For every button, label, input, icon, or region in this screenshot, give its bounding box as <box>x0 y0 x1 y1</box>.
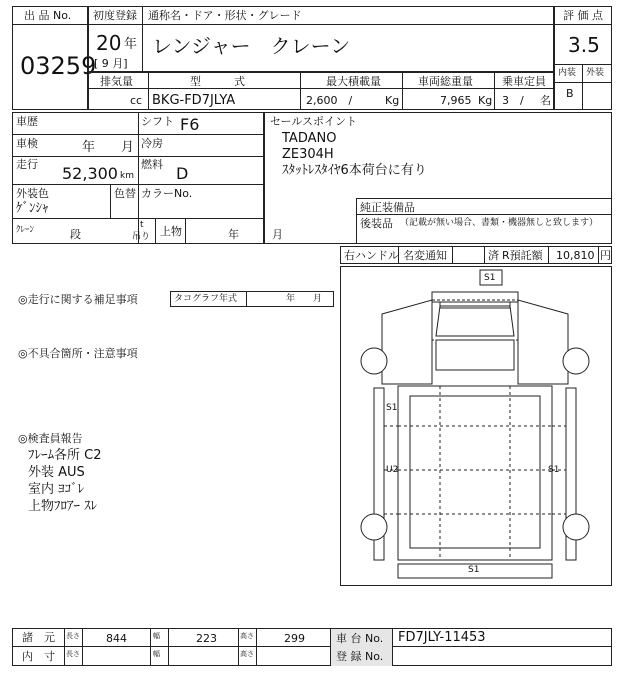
chassis-value: FD7JLY-11453 <box>398 630 486 645</box>
recycle-done: 済 <box>488 249 499 262</box>
width-label: 幅 <box>153 632 160 640</box>
color-no-label: カラーNo. <box>141 187 193 200</box>
lot-number: 03259 <box>20 52 97 80</box>
report-line-4: 上物ﾌﾛｱｰ ｽﾚ <box>28 499 98 514</box>
gross-weight-label: 車両総重量 <box>418 75 473 88</box>
inspector-report-heading: ◎検査員報告 <box>18 432 83 445</box>
color-value: ｹﾞﾝｼｬ <box>16 201 49 216</box>
tachograph-value: 年 月 <box>286 294 323 304</box>
model-label: 通称名・ドア・形状・グレード <box>148 9 302 22</box>
interior-grade: B <box>566 87 574 100</box>
history-label: 車歴 <box>16 115 38 128</box>
mileage-value: 52,300 <box>62 164 118 183</box>
recycle-label: R預託額 <box>502 249 543 262</box>
max-load-label: 最大積載量 <box>326 75 381 88</box>
interior-dims-label: 内 寸 <box>22 650 55 663</box>
fuel-value: D <box>176 164 189 183</box>
color-label: 外装色 <box>16 187 49 200</box>
inspection-value: 年 月 <box>82 140 135 155</box>
recycle-unit: 円 <box>600 249 611 262</box>
crane-lift-unit: 吊り <box>132 232 151 242</box>
displacement-label: 排気量 <box>100 75 133 88</box>
chassis-label: 車 台 No. <box>336 632 384 645</box>
capacity-value: 3 / <box>502 94 524 107</box>
length-value: 844 <box>106 632 127 645</box>
rating-label: 評 価 点 <box>563 9 603 22</box>
sales-point-line-1: TADANO <box>282 131 337 146</box>
height-value: 299 <box>284 632 305 645</box>
crane-stage-unit: 段 <box>70 228 81 241</box>
length-label: 長さ <box>66 632 80 640</box>
report-line-3: 室内 ﾖｺﾞﾚ <box>28 482 85 497</box>
interior-width-label: 幅 <box>153 650 160 658</box>
gross-weight-value: 7,965 <box>440 94 472 107</box>
sales-point-line-2: ZE304H <box>282 147 334 162</box>
ac-label: 冷房 <box>141 137 163 150</box>
exterior-label: 外装 <box>586 68 605 78</box>
first-reg-year: 20 <box>96 31 122 55</box>
sales-point-line-3: ｽﾀｯﾄﾚｽﾀｲﾔ6本荷台に有り <box>282 163 427 178</box>
recycle-value: 10,810 <box>556 249 595 262</box>
fuel-label: 燃料 <box>141 158 163 171</box>
registration-label: 登 録 No. <box>336 650 384 663</box>
inspection-label: 車検 <box>16 137 38 150</box>
interior-length-label: 長さ <box>66 650 80 658</box>
driving-notes-heading: ◎走行に関する補足事項 <box>18 293 138 306</box>
rhd-label: 右ハンドル <box>344 249 399 262</box>
upper-value: 年 月 <box>228 228 283 241</box>
capacity-label: 乗車定員 <box>502 75 546 88</box>
first-reg-label: 初度登録 <box>93 9 137 22</box>
first-reg-month: [ 9 月] <box>94 57 128 70</box>
mark-roof-s1: S1 <box>484 273 496 283</box>
rating-value: 3.5 <box>568 33 600 57</box>
type-value: BKG-FD7JLYA <box>152 93 236 108</box>
interior-height-label: 高さ <box>240 650 254 658</box>
color-change-label: 色替 <box>114 187 136 200</box>
dimensions-label: 諸 元 <box>22 631 55 644</box>
defects-heading: ◎不具合箇所・注意事項 <box>18 347 138 360</box>
crane-t-unit: t <box>140 220 144 230</box>
upper-label: 上物 <box>160 225 182 238</box>
height-label: 高さ <box>240 632 254 640</box>
genuine-equipment-label: 純正装備品 <box>360 201 415 214</box>
interior-label: 内装 <box>558 68 577 78</box>
type-label: 型 式 <box>190 75 245 88</box>
crane-label: ｸﾚｰﾝ <box>16 225 35 235</box>
mileage-unit: km <box>120 171 134 181</box>
max-load-value: 2,600 / <box>306 94 353 107</box>
gross-weight-unit: Kg <box>478 94 493 107</box>
shift-value: F6 <box>180 115 200 134</box>
mark-right-rear-s1: S1 <box>548 465 560 475</box>
aftermarket-label: 後装品 <box>360 217 393 230</box>
lot-label: 出 品 No. <box>24 9 72 22</box>
mark-tailgate-s1: S1 <box>468 565 480 575</box>
tachograph-label: タコグラフ年式 <box>174 294 238 304</box>
mark-left-rear-u2: U2 <box>386 465 399 475</box>
displacement-unit: cc <box>130 94 143 107</box>
width-value: 223 <box>196 632 217 645</box>
mark-left-front-s1: S1 <box>386 403 398 413</box>
sales-point-label: セールスポイント <box>270 115 358 128</box>
model-name: レンジャー クレーン <box>152 34 351 58</box>
name-change-label: 名変通知 <box>403 249 447 262</box>
shift-label: シフト <box>141 115 174 128</box>
report-line-1: ﾌﾚｰﾑ各所 C2 <box>28 448 102 463</box>
capacity-unit: 名 <box>540 94 551 107</box>
mileage-label: 走行 <box>16 158 38 171</box>
aftermarket-note: （記載が無い場合、書類・機器無しと致します） <box>400 218 599 228</box>
max-load-unit: Kg <box>385 94 400 107</box>
year-unit: 年 <box>124 37 138 52</box>
report-line-2: 外装 AUS <box>28 465 85 480</box>
